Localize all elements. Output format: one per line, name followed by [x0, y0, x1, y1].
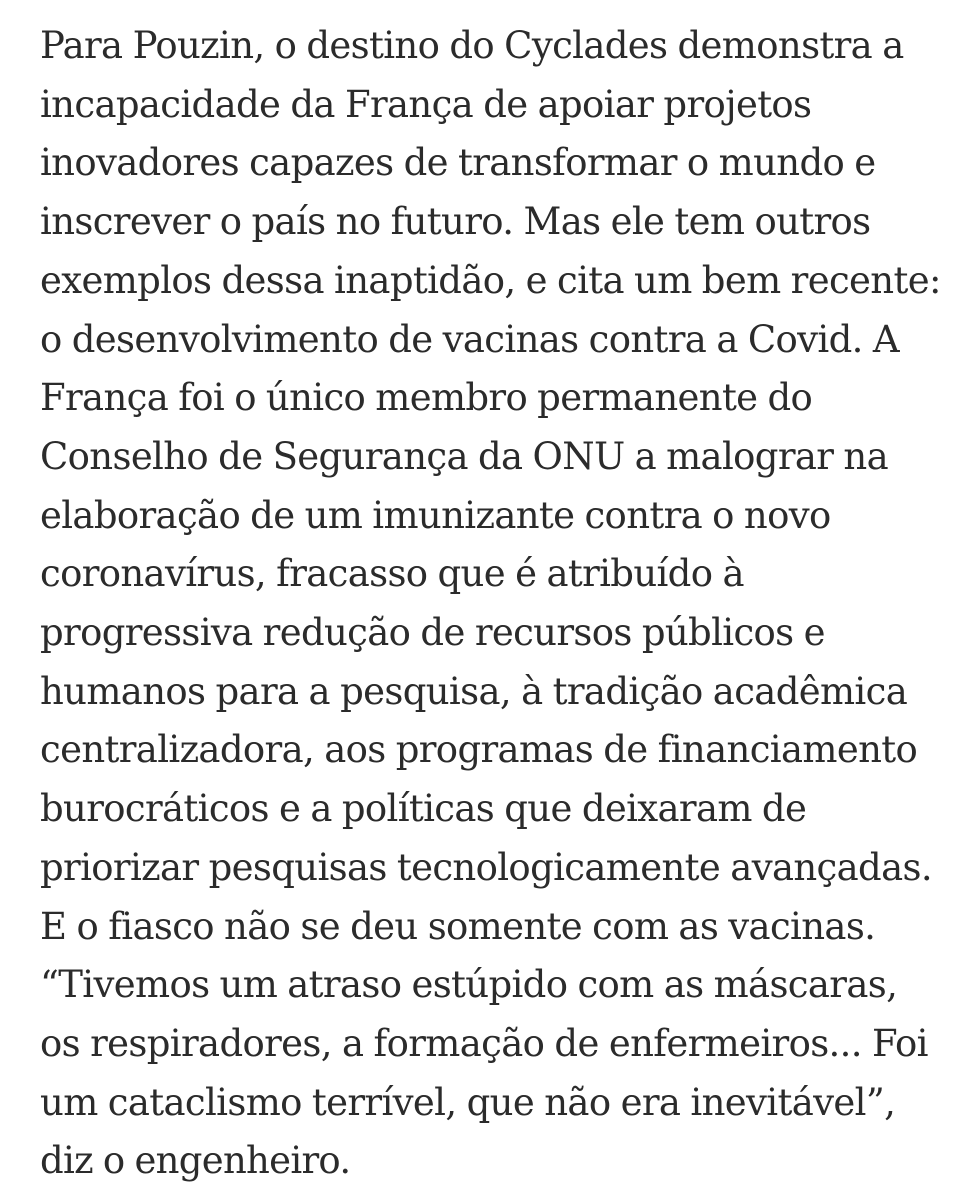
- text-line: os respiradores, a formação de enfermeiros... Foi: [40, 1021, 928, 1065]
- text-line: inovadores capazes de transformar o mundo e: [40, 141, 876, 185]
- text-line: “Tivemos um atraso estúpido com as máscaras,: [40, 963, 898, 1007]
- text-line: o desenvolvimento de vacinas contra a Covid. A: [40, 317, 899, 361]
- text-line: centralizadora, aos programas de financiamento: [40, 728, 918, 772]
- text-line: inscrever o país no futuro. Mas ele tem outros: [40, 200, 871, 244]
- text-line: burocráticos e a políticas que deixaram de: [40, 787, 807, 831]
- text-line: Para Pouzin, o destino do Cyclades demonstra a: [40, 24, 904, 67]
- text-line: um cataclismo terrível, que não era inevitável”,: [40, 1080, 896, 1124]
- text-line: priorizar pesquisas tecnologicamente avançadas.: [40, 845, 932, 889]
- text-line: incapacidade da França de apoiar projetos: [40, 82, 812, 126]
- text-line: progressiva redução de recursos públicos e: [40, 611, 825, 655]
- text-line: Conselho de Segurança da ONU a malograr na: [40, 434, 889, 478]
- text-line: E o fiasco não se deu somente com as vacinas.: [40, 904, 876, 948]
- text-line: humanos para a pesquisa, à tradição acadêmica: [40, 669, 908, 713]
- text-line: coronavírus, fracasso que é atribuído à: [40, 552, 744, 596]
- text-line: elaboração de um imunizante contra o novo: [40, 493, 831, 537]
- text-line: França foi o único membro permanente do: [40, 376, 813, 420]
- article-text: [40, 17, 970, 1191]
- text-line: diz o engenheiro.: [40, 1139, 351, 1183]
- text-line: exemplos dessa inaptidão, e cita um bem recente:: [40, 258, 941, 302]
